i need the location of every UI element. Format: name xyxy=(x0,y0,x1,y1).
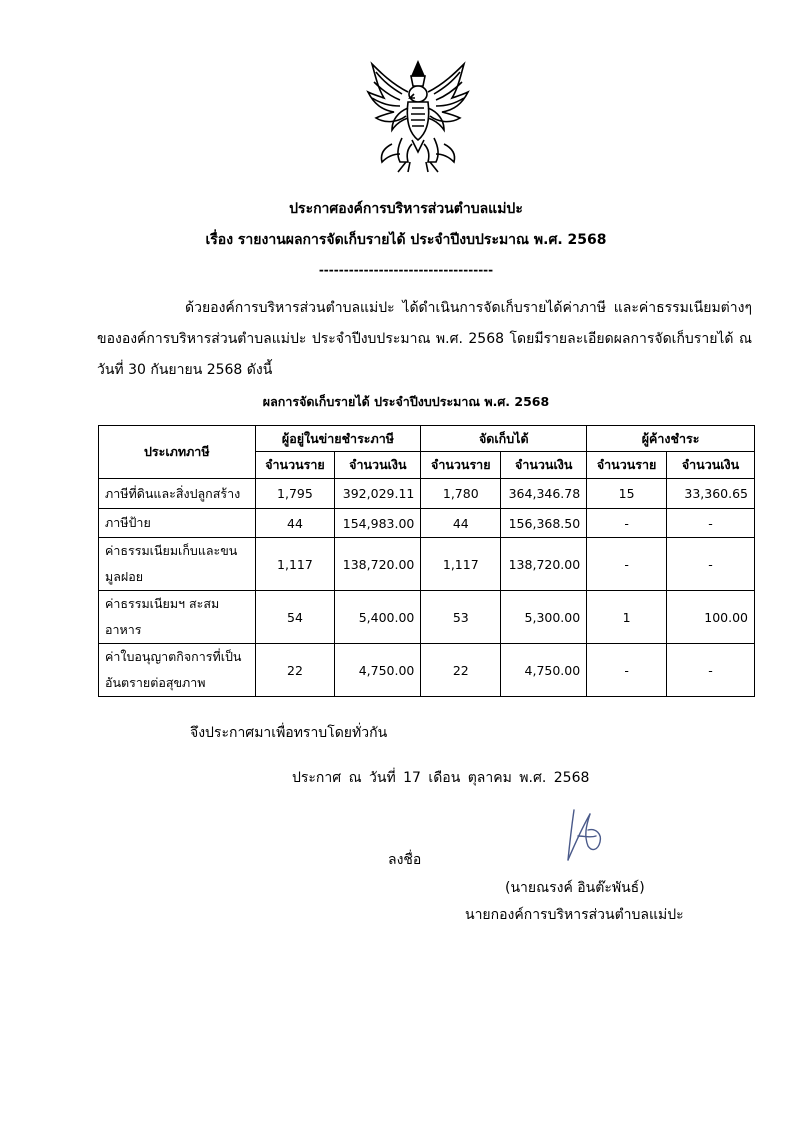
table-header-row xyxy=(99,426,755,452)
row-outstanding-amount: - xyxy=(667,644,755,697)
sign-label: ลงชื่อ xyxy=(388,852,422,868)
row-outstanding-amount: 33,360.65 xyxy=(667,479,755,509)
announcement-subject: เรื่อง รายงานผลการจัดเก็บรายได้ ประจำปีงบประมาณ พ.ศ. 2568 xyxy=(205,232,607,248)
announcement-title: ประกาศองค์การบริหารส่วนตำบลแม่ปะ xyxy=(289,201,523,217)
subheader-amount: จำนวนเงิน xyxy=(667,452,755,479)
row-collected-amount: 4,750.00 xyxy=(501,644,587,697)
subheader-count: จำนวนราย xyxy=(587,452,667,479)
row-tax-type: ภาษีป้าย xyxy=(99,509,256,538)
row-outstanding-count: - xyxy=(587,644,667,697)
row-collected-count: 1,780 xyxy=(421,479,501,509)
garuda-emblem-icon xyxy=(362,58,474,176)
row-payers-amount: 154,983.00 xyxy=(335,509,421,538)
header-outstanding: ผู้ค้างชำระ xyxy=(587,426,755,452)
row-payers-count: 22 xyxy=(255,644,335,697)
signer-name: (นายณรงค์ อินต๊ะพันธ์) xyxy=(505,880,645,896)
row-payers-count: 44 xyxy=(255,509,335,538)
row-collected-amount: 5,300.00 xyxy=(501,591,587,644)
signature-icon xyxy=(560,806,604,864)
row-collected-amount: 364,346.78 xyxy=(501,479,587,509)
row-collected-count: 44 xyxy=(421,509,501,538)
row-outstanding-count: - xyxy=(587,538,667,591)
row-outstanding-amount: - xyxy=(667,538,755,591)
closing-statement: จึงประกาศมาเพื่อทราบโดยทั่วกัน xyxy=(190,725,388,741)
row-collected-count: 53 xyxy=(421,591,501,644)
row-payers-amount: 138,720.00 xyxy=(335,538,421,591)
table-row xyxy=(99,538,755,591)
row-outstanding-amount: - xyxy=(667,509,755,538)
subheader-count: จำนวนราย xyxy=(255,452,335,479)
revenue-table xyxy=(98,425,755,697)
header-collected: จัดเก็บได้ xyxy=(421,426,587,452)
table-title: ผลการจัดเก็บรายได้ ประจำปีงบประมาณ พ.ศ. 2568 xyxy=(262,394,550,409)
header-tax-type: ประเภทภาษี xyxy=(99,426,256,479)
row-payers-count: 54 xyxy=(255,591,335,644)
row-outstanding-count: 1 xyxy=(587,591,667,644)
row-outstanding-count: 15 xyxy=(587,479,667,509)
row-payers-amount: 5,400.00 xyxy=(335,591,421,644)
table-row xyxy=(99,509,755,538)
subheader-count: จำนวนราย xyxy=(421,452,501,479)
row-outstanding-count: - xyxy=(587,509,667,538)
row-collected-count: 1,117 xyxy=(421,538,501,591)
intro-paragraph-text: ด้วยองค์การบริหารส่วนตำบลแม่ปะ ได้ดำเนินการจัดเก็บรายได้ค่าภาษี และค่าธรรมเนียมต่างๆ ขององค์การบริหารส่วนตำบลแม่ปะ ประจำปีงบประมาณ พ.ศ. 2568 โดยมีรายละเอียดผลการจัดเก็บรายได้ ณ วันที่ 30 กันยายน 2568 ดังนี้ xyxy=(97,300,752,378)
table-row xyxy=(99,479,755,509)
row-collected-amount: 138,720.00 xyxy=(501,538,587,591)
row-tax-type: ค่าใบอนุญาตกิจการที่เป็นอันตรายต่อสุขภาพ xyxy=(99,644,256,697)
row-outstanding-amount: 100.00 xyxy=(667,591,755,644)
subheader-amount: จำนวนเงิน xyxy=(501,452,587,479)
row-tax-type: ค่าธรรมเนียมเก็บและขนมูลฝอย xyxy=(99,538,256,591)
table-row xyxy=(99,644,755,697)
row-payers-amount: 392,029.11 xyxy=(335,479,421,509)
row-collected-amount: 156,368.50 xyxy=(501,509,587,538)
row-payers-count: 1,117 xyxy=(255,538,335,591)
row-payers-count: 1,795 xyxy=(255,479,335,509)
subheader-amount: จำนวนเงิน xyxy=(335,452,421,479)
signer-position: นายกองค์การบริหารส่วนตำบลแม่ปะ xyxy=(465,907,684,923)
announcement-date: ประกาศ ณ วันที่ 17 เดือน ตุลาคม พ.ศ. 2568 xyxy=(292,770,590,786)
intro-paragraph xyxy=(97,293,752,386)
header-payers: ผู้อยู่ในข่ายชำระภาษี xyxy=(255,426,421,452)
row-collected-count: 22 xyxy=(421,644,501,697)
row-tax-type: ภาษีที่ดินและสิ่งปลูกสร้าง xyxy=(99,479,256,509)
table-row xyxy=(99,591,755,644)
row-tax-type: ค่าธรรมเนียมฯ สะสมอาหาร xyxy=(99,591,256,644)
row-payers-amount: 4,750.00 xyxy=(335,644,421,697)
title-divider: ----------------------------------- xyxy=(318,263,494,277)
